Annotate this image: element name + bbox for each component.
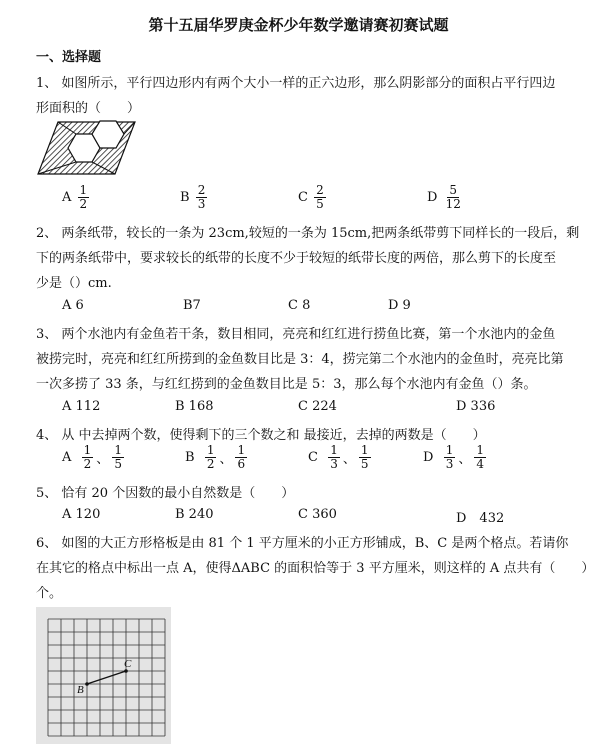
q6-text-line3: 个。 (36, 586, 63, 601)
q1-option-a[interactable]: A $\frac{1}{2}$ (62, 183, 88, 211)
q3-option-c[interactable]: C 224 (298, 399, 337, 414)
parallelogram-hexagon-figure (36, 118, 137, 178)
point-b-label: B (77, 684, 84, 696)
q3-option-d[interactable]: D 336 (456, 399, 496, 414)
q2-option-a[interactable]: A 6 (62, 298, 84, 313)
q5-option-b[interactable]: B 240 (175, 507, 214, 522)
q5-option-c[interactable]: C 360 (298, 507, 337, 522)
q1-text-line2: 形面积的（ ） (36, 101, 141, 116)
q4-option-a[interactable]: A $\frac{1}{2}$ 、 $\frac{1}{5}$ (62, 443, 122, 471)
q2-option-d[interactable]: D 9 (388, 298, 411, 313)
q5-option-d[interactable]: D 432 (456, 511, 505, 526)
q4-text-line1: 4、 从 中去掉两个数，使得剩下的三个数之和 最接近，去掉的两数是（ ） (36, 428, 486, 443)
q5-option-a[interactable]: A 120 (62, 507, 101, 522)
point-c-label: C (124, 658, 132, 670)
point-b (85, 682, 89, 686)
square-grid-figure (36, 607, 171, 744)
q3-option-a[interactable]: A 112 (62, 399, 101, 414)
section-heading: 一、选择题 (36, 50, 102, 65)
q2-option-c[interactable]: C 8 (288, 298, 311, 313)
q4-option-b[interactable]: B $\frac{1}{2}$ 、 $\frac{1}{6}$ (185, 443, 246, 471)
q4-option-d[interactable]: D $\frac{1}{3}$ 、 $\frac{1}{4}$ (423, 443, 484, 471)
q2-text-line3: 少是（）cm. (36, 276, 112, 291)
q6-text-line2: 在其它的格点中标出一点 A，使得ΔABC 的面积恰等于 3 平方厘米，则这样的 A 点共有（ ） (36, 561, 595, 576)
q6-text-line1: 6、 如图的大正方形格板是由 81 个 1 平方厘米的小正方形铺成，B、C 是两个格点。若请你 (36, 536, 569, 551)
q3-text-line1: 3、 两个水池内有金鱼若干条，数目相同，亮亮和红红进行捞鱼比赛，第一个水池内的金鱼 (36, 327, 556, 342)
q4-option-c[interactable]: C $\frac{1}{3}$ 、 $\frac{1}{5}$ (308, 443, 369, 471)
q3-text-line3: 一次多捞了 33 条，与红红捞到的金鱼数目比是 5：3，那么每个水池内有金鱼（）条。 (36, 377, 537, 392)
q2-option-b[interactable]: B7 (183, 298, 201, 313)
segment-bc (87, 671, 126, 684)
q1-option-c[interactable]: C $\frac{2}{5}$ (298, 183, 324, 211)
q5-text-line1: 5、 恰有 20 个因数的最小自然数是（ ） (36, 486, 295, 501)
q3-text-line2: 被捞完时，亮亮和红红所捞到的金鱼数目比是 3：4，捞完第二个水池内的金鱼时，亮亮比第 (36, 352, 564, 367)
q1-option-b[interactable]: B $\frac{2}{3}$ (180, 183, 206, 211)
q2-text-line2: 下的两条纸带中，要求较长的纸带的长度不少于较短的纸带长度的两倍，那么剪下的长度至 (36, 251, 557, 266)
q3-option-b[interactable]: B 168 (175, 399, 214, 414)
exam-title: 第十五届华罗庚金杯少年数学邀请赛初赛试题 (148, 16, 449, 34)
q2-text-line1: 2、 两条纸带，较长的一条为 23cm,较短的一条为 15cm,把两条纸带剪下同样长的一段后，剩 (36, 226, 580, 241)
q1-text-line1: 1、 如图所示，平行四边形内有两个大小一样的正六边形，那么阴影部分的面积占平行四边 (36, 76, 556, 91)
q1-option-d[interactable]: D $\frac{5}{12}$ (427, 183, 461, 211)
